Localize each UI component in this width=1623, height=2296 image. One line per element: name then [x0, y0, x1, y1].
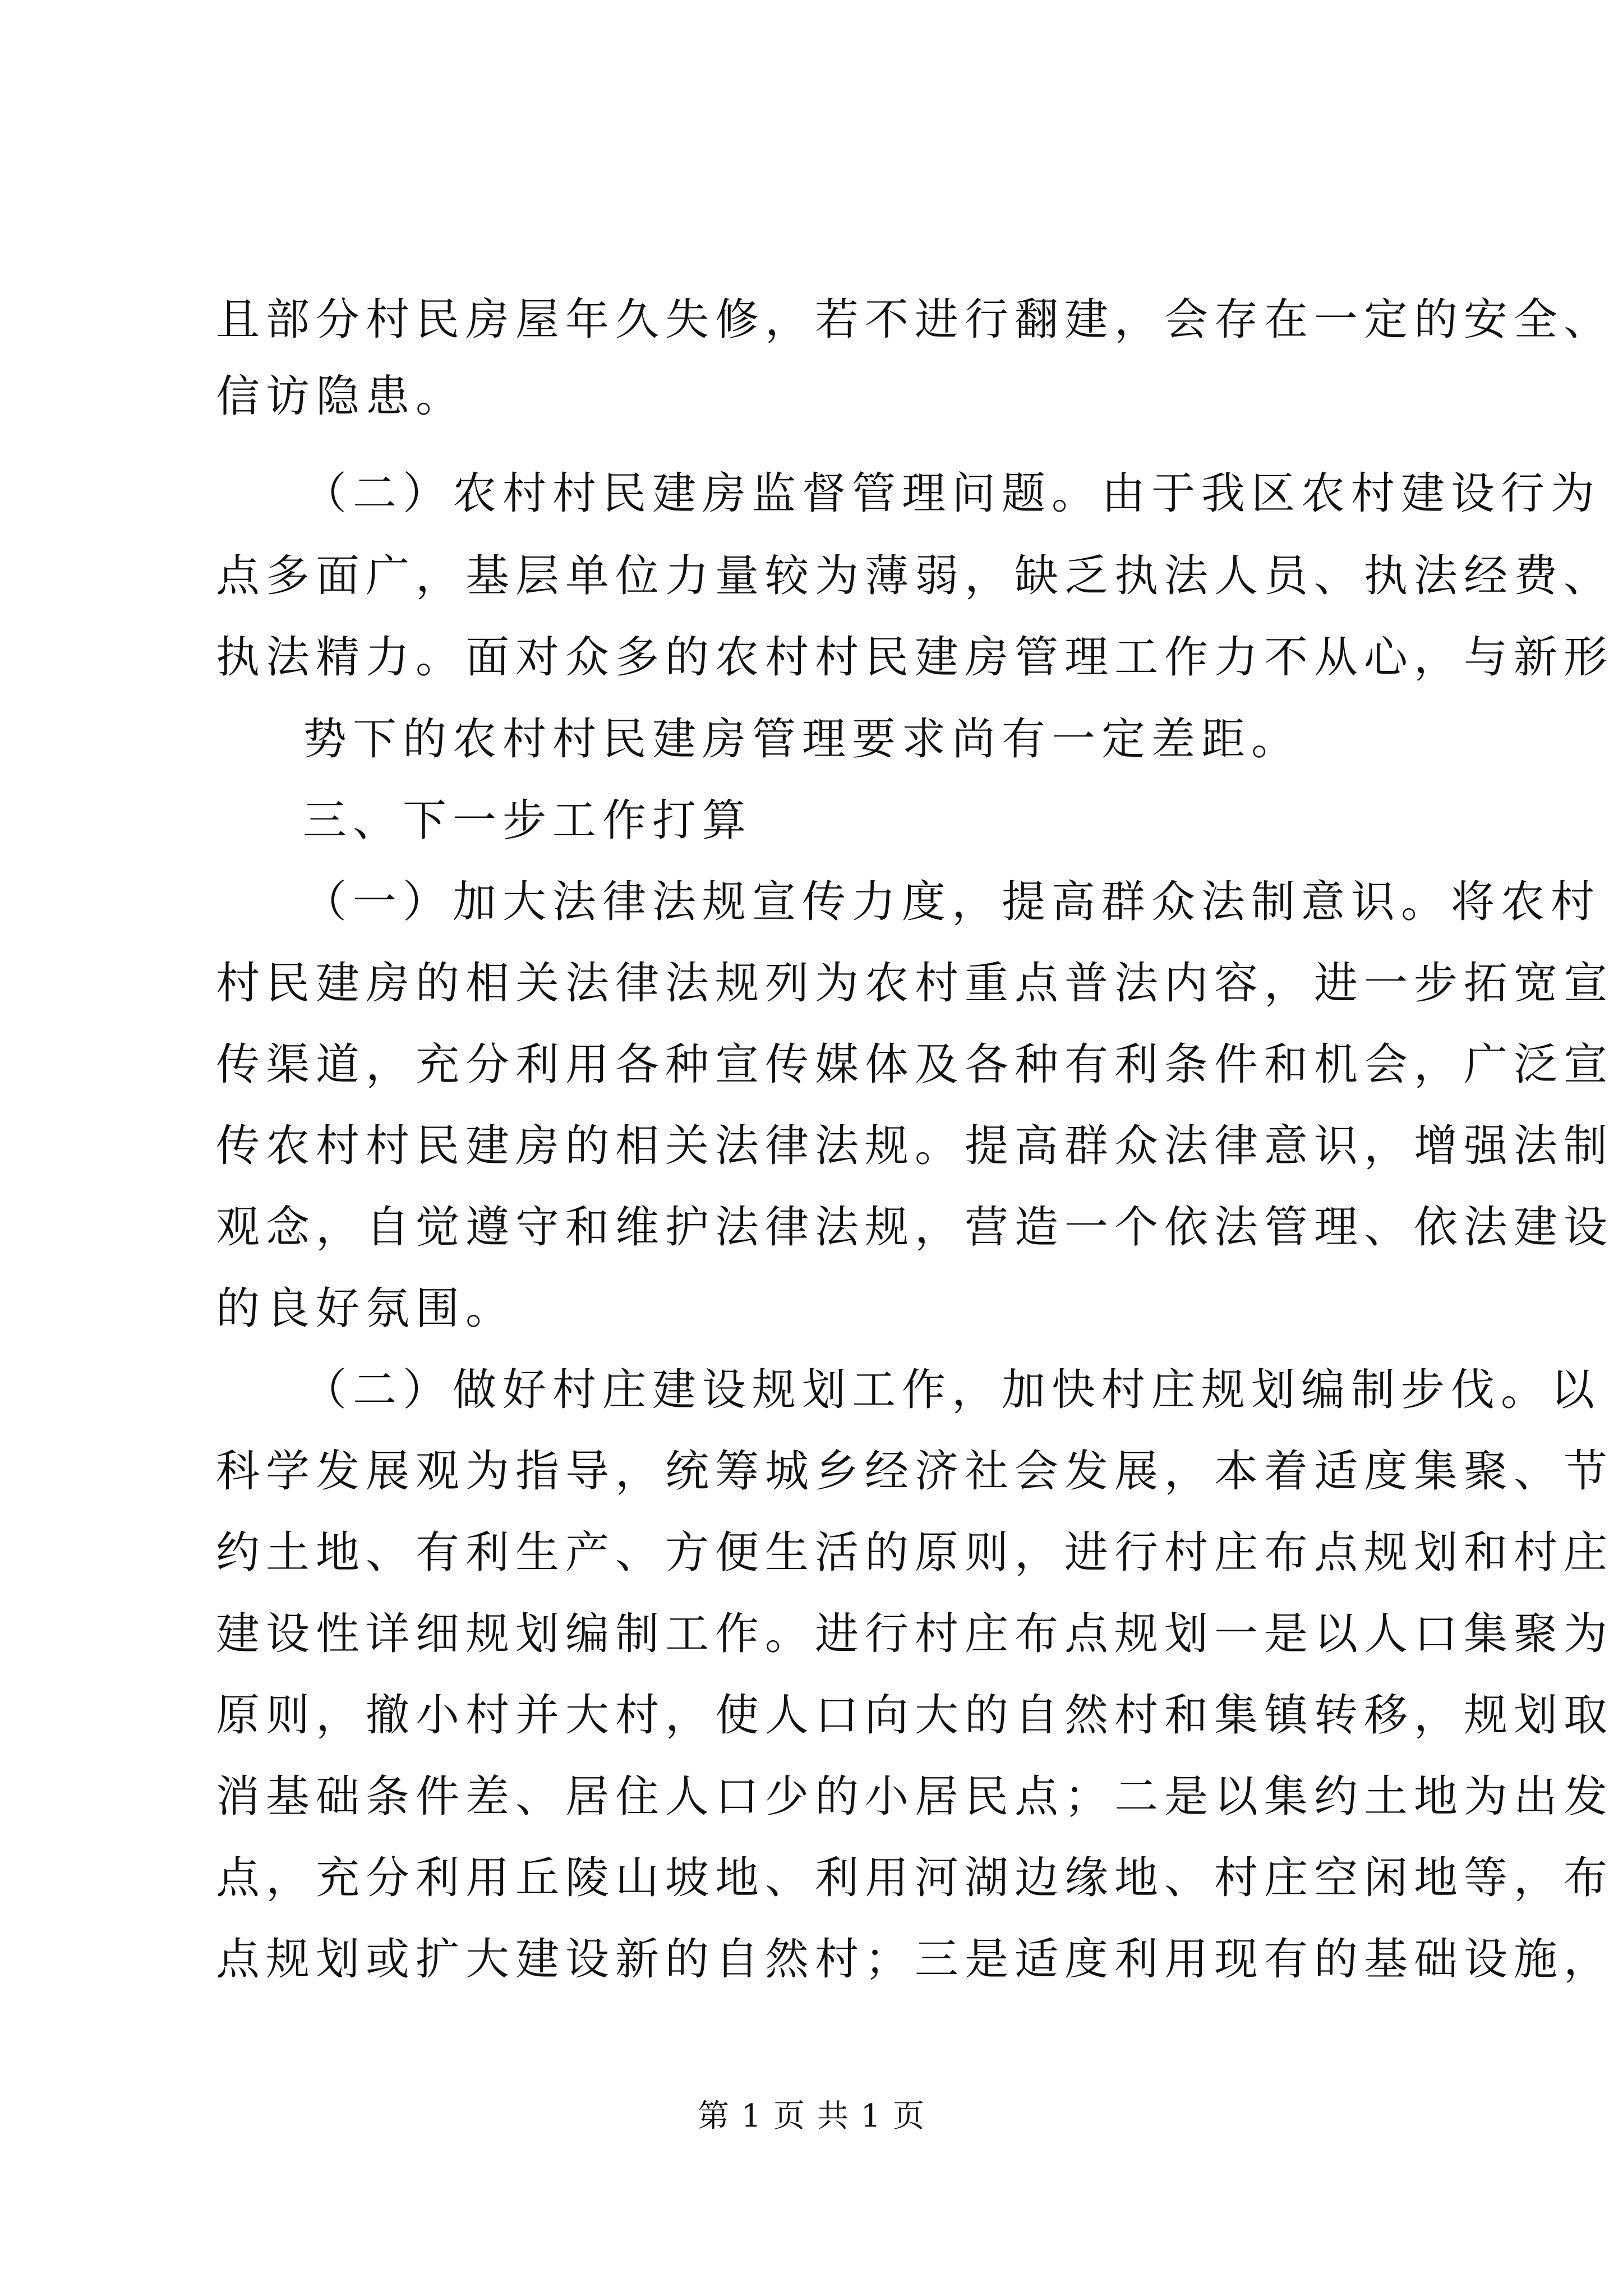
paragraph-line-6: 势下的农村村民建房管理要求尚有一定差距。 — [303, 714, 1302, 765]
section-heading: 三、下一步工作打算 — [303, 795, 753, 846]
paragraph-line-2: 信访隐患。 — [216, 371, 466, 422]
paragraph-line-9: 村民建房的相关法律法规列为农村重点普法内容，进一步拓宽宣 — [216, 958, 1614, 1009]
paragraph-line-8: （一）加大法律法规宣传力度，提高群众法制意识。将农村 — [303, 877, 1601, 927]
paragraph-line-20: 点，充分利用丘陵山坡地、利用河湖边缘地、村庄空闲地等，布 — [216, 1853, 1614, 1903]
paragraph-line-12: 观念，自觉遵守和维护法律法规，营造一个依法管理、依法建设 — [216, 1202, 1614, 1253]
paragraph-line-14: （二）做好村庄建设规划工作，加快村庄规划编制步伐。以 — [303, 1365, 1601, 1415]
paragraph-line-19: 消基础条件差、居住人口少的小居民点；二是以集约土地为出发 — [216, 1772, 1614, 1822]
paragraph-line-13: 的良好氛围。 — [216, 1283, 516, 1334]
paragraph-line-5: 执法精力。面对众多的农村村民建房管理工作力不从心，与新形 — [216, 632, 1614, 683]
paragraph-line-21: 点规划或扩大建设新的自然村；三是适度利用现有的基础设施， — [216, 1934, 1614, 1985]
paragraph-line-10: 传渠道，充分利用各种宣传媒体及各种有利条件和机会，广泛宣 — [216, 1039, 1614, 1090]
page-footer: 第 1 页 共 1 页 — [697, 2098, 926, 2134]
paragraph-line-3: （二）农村村民建房监督管理问题。由于我区农村建设行为 — [303, 468, 1601, 519]
paragraph-line-18: 原则，撤小村并大村，使人口向大的自然村和集镇转移，规划取 — [216, 1690, 1614, 1741]
paragraph-line-16: 约土地、有利生产、方便生活的原则，进行村庄布点规划和村庄 — [216, 1527, 1614, 1578]
paragraph-line-11: 传农村村民建房的相关法律法规。提高群众法律意识，增强法制 — [216, 1121, 1614, 1171]
paragraph-line-17: 建设性详细规划编制工作。进行村庄布点规划一是以人口集聚为 — [216, 1609, 1614, 1659]
paragraph-line-1: 且部分村民房屋年久失修，若不进行翻建，会存在一定的安全、 — [216, 295, 1614, 345]
paragraph-line-15: 科学发展观为指导，统筹城乡经济社会发展，本着适度集聚、节 — [216, 1446, 1614, 1497]
paragraph-line-4: 点多面广，基层单位力量较为薄弱，缺乏执法人员、执法经费、 — [216, 551, 1614, 601]
